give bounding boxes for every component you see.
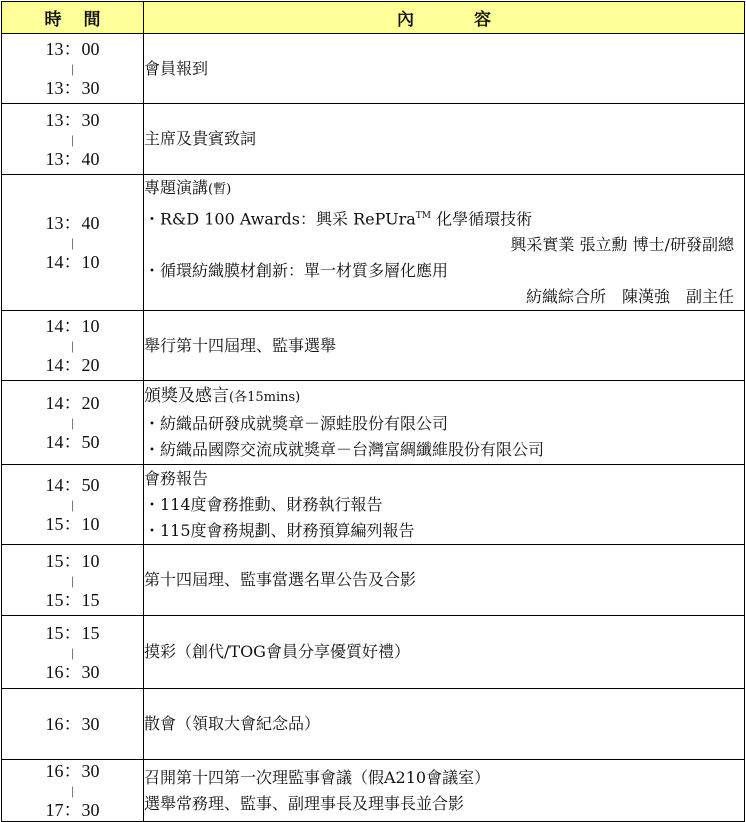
- time-cell: [2, 311, 144, 381]
- time-cell: [2, 104, 144, 175]
- agenda-row: [2, 616, 745, 689]
- report-item: ・114度會務推動、財務執行報告: [144, 494, 383, 514]
- end-time: 15：15: [45, 589, 100, 610]
- section-title: 會務報告: [144, 468, 209, 488]
- header-row: [2, 2, 745, 34]
- time-separator: |: [71, 61, 74, 76]
- section-title: 頒獎及感言(各15mins): [144, 385, 301, 406]
- agenda-row: [2, 760, 745, 822]
- agenda-row: [2, 465, 745, 545]
- end-time: 13：40: [45, 148, 100, 169]
- agenda-row: [2, 175, 745, 311]
- time-separator: |: [71, 235, 74, 251]
- time-separator: |: [71, 783, 74, 799]
- content-line: 主席及貴賓致詞: [144, 129, 257, 148]
- end-time: 15：10: [45, 514, 100, 535]
- agenda-row: [2, 34, 745, 104]
- time-cell: [2, 545, 144, 616]
- section-title: 專題演講(暫): [144, 178, 232, 197]
- content-cell: [144, 104, 745, 175]
- time-cell: [2, 175, 144, 311]
- agenda-row: [2, 689, 745, 760]
- start-time: 14：10: [45, 316, 100, 337]
- talk-item: ・循環紡織膜材創新：單一材質多層化應用: [144, 261, 449, 281]
- content-cell: [144, 689, 745, 760]
- time-cell: [2, 689, 144, 760]
- end-time: 14：20: [45, 355, 100, 376]
- report-item: ・115度會務規劃、財務預算編列報告: [144, 520, 415, 540]
- award-item: ・紡織品國際交流成就獎章－台灣富綢纖維股份有限公司: [144, 439, 545, 459]
- content-line: 選舉常務理、監事、副理事長及理事長並合影: [144, 793, 465, 813]
- speaker-line: 興采實業 張立勳 博士/研發副總: [510, 235, 734, 255]
- talk-item: ・R&D 100 Awards：興采 RePUra™ 化學循環技術: [144, 209, 533, 229]
- time-cell: [2, 34, 144, 104]
- trademark-mark: TM: [415, 211, 431, 221]
- content-line: 散會（領取大會紀念品）: [144, 714, 321, 734]
- start-time: 16：30: [45, 761, 100, 782]
- start-time: 14：20: [45, 393, 100, 414]
- speaker-line: 紡織綜合所 陳漢強 副主任: [525, 287, 734, 307]
- agenda-row: [2, 545, 745, 616]
- end-time: 17：30: [45, 800, 100, 821]
- time-separator: |: [71, 644, 74, 660]
- time-cell: [2, 616, 144, 689]
- time-separator: |: [71, 415, 74, 431]
- time-separator: |: [71, 572, 74, 588]
- content-line: 舉行第十四屆理、監事選舉: [144, 335, 337, 355]
- start-time: 13：40: [45, 213, 100, 234]
- agenda-row: [2, 104, 745, 175]
- content-cell: [144, 311, 745, 381]
- agenda-row: [2, 381, 745, 465]
- time-cell: [2, 760, 144, 822]
- agenda-table: [1, 1, 745, 822]
- end-time: 14：50: [45, 432, 100, 453]
- end-time: 16：30: [45, 661, 100, 682]
- start-time: 13：30: [45, 109, 100, 130]
- agenda-row: [2, 311, 745, 381]
- end-time: 14：10: [45, 252, 100, 273]
- start-time: 16：30: [45, 714, 100, 735]
- content-line: 召開第十四第一次理監事會議（假A210會議室）: [144, 767, 491, 787]
- start-time: 14：50: [45, 475, 100, 496]
- time-separator: |: [71, 338, 74, 354]
- content-cell: [144, 760, 745, 822]
- content-cell: [144, 381, 745, 465]
- content-cell: [144, 465, 745, 545]
- content-cell: [144, 34, 745, 104]
- time-separator: |: [71, 497, 74, 513]
- time-separator: |: [71, 131, 74, 147]
- header-time: 時間: [2, 2, 144, 34]
- start-time: 15：10: [45, 550, 100, 571]
- header-content: 內容: [144, 2, 745, 34]
- content-line: 第十四屆理、監事當選名單公告及合影: [144, 570, 417, 590]
- content-cell: [144, 175, 745, 311]
- content-line: 摸彩（創代/TOG會員分享優質好禮）: [144, 642, 410, 662]
- time-cell: [2, 465, 144, 545]
- content-cell: [144, 545, 745, 616]
- time-cell: [2, 381, 144, 465]
- award-item: ・紡織品研發成就獎章－源蛙股份有限公司: [144, 413, 449, 433]
- start-time: 15：15: [45, 622, 100, 643]
- content-cell: [144, 616, 745, 689]
- start-time: 13：00: [45, 39, 100, 59]
- content-line: 會員報到: [144, 58, 209, 78]
- end-time: 13：30: [45, 78, 100, 98]
